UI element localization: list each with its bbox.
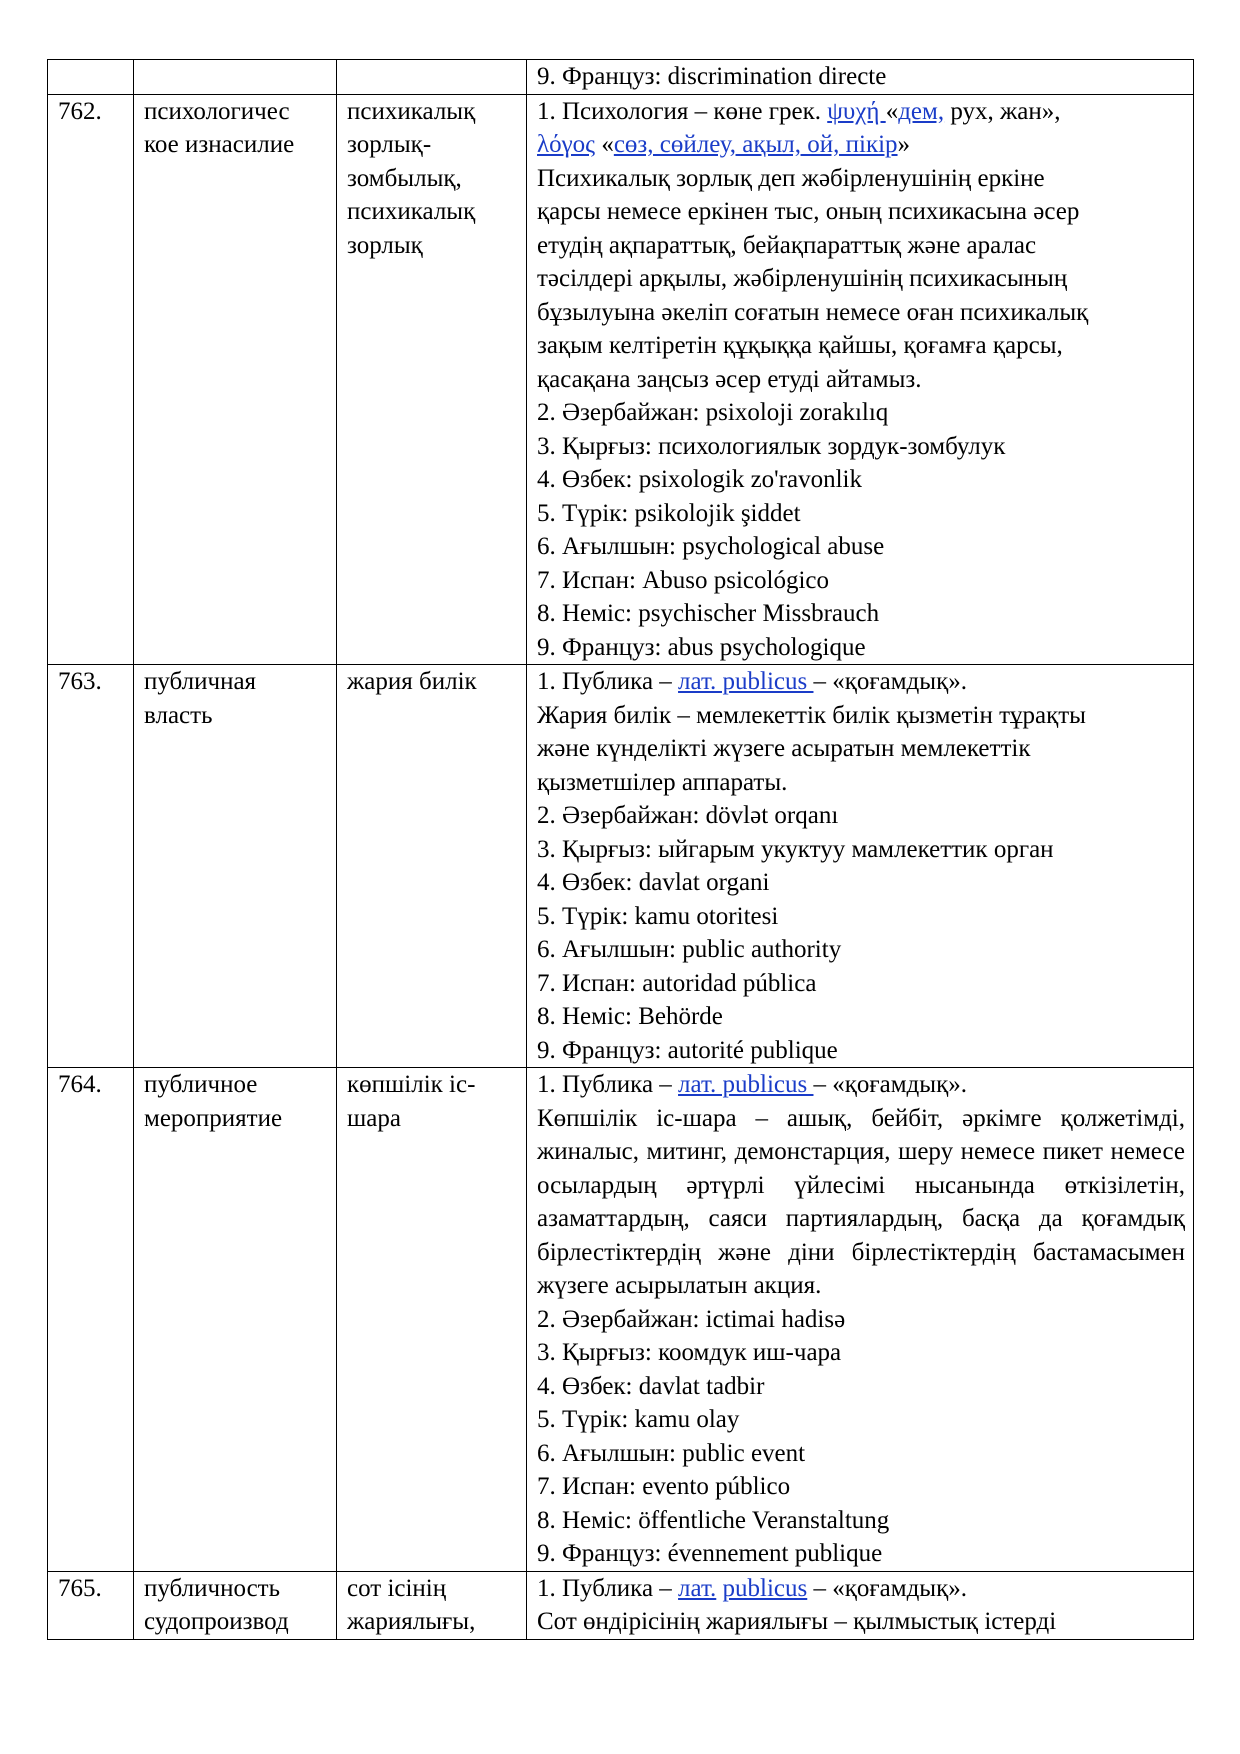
entry-number: 763. [48, 665, 134, 1068]
etymology-link[interactable]: лат. publicus [678, 1071, 814, 1098]
definition-paragraph: Көпшілік іс-шара – ашық, бейбіт, әркімге қолжетімді, жиналыс, митинг, демонстарция, шеру немесе пикет немесе осылардың әртүрлі үйлесімі нысанында өткізілетін, азаматтардың, саяси партиялардың, басқа да қоғамдық бірлестіктердің және діни бірлестіктердің бастамасымен жүзеге асырылатын акция. [537, 1104, 1185, 1299]
translation-line: 6. Ағылшын: public event [537, 1439, 806, 1467]
russian-term-line: кое изнасилие [144, 131, 295, 158]
kazakh-term-line: жария билік [347, 668, 477, 695]
definition-cell [527, 60, 1194, 95]
kazakh-term-line: жариялығы, [347, 1608, 476, 1635]
translation-line: 8. Неміс: öffentliche Veranstaltung [537, 1506, 890, 1534]
etymology-line: 1. Психология – көне грек. ψυχή «дем, рух, жан», [537, 97, 1061, 125]
translation-line: 5. Түрік: kamu otoritesi [537, 902, 779, 930]
kazakh-term [337, 665, 527, 1068]
russian-term [134, 94, 337, 665]
etymology-link[interactable]: publicus [722, 1574, 808, 1602]
glossary-table [47, 59, 1194, 1640]
russian-term-line: мероприятие [144, 1104, 283, 1132]
russian-term [134, 1571, 337, 1639]
kazakh-term-line: зомбылық, [347, 164, 462, 192]
definition-line: қарсы немесе еркінен тыс, оның психикасына әсер [537, 198, 1080, 225]
kazakh-term-line: психикалық [347, 198, 476, 225]
number-cell [48, 60, 134, 95]
translation-line: 2. Әзербайжан: ictimai hadisə [537, 1305, 846, 1333]
translation-line: 4. Өзбек: davlat tadbir [537, 1372, 765, 1400]
definition-line: зақым келтіретін құқыққа қайшы, қоғамға қарсы, [537, 332, 1063, 359]
translation-line: 4. Өзбек: psixologik zo'ravonlik [537, 466, 862, 493]
russian-term-line: власть [144, 701, 213, 729]
kazakh-term-line: зорлық [347, 231, 423, 259]
translation-line: 7. Испан: Abuso psicológico [537, 566, 829, 594]
glossary-page [47, 59, 1193, 1640]
definition-line: қасақана заңсыз әсер етуді айтамыз. [537, 365, 922, 393]
etymology-link[interactable]: λόγος [537, 131, 596, 158]
table-row-764 [48, 1068, 1194, 1572]
kazakh-term-line: психикалық [347, 97, 476, 125]
etymology-link[interactable]: дем, [898, 97, 945, 125]
etymology-link[interactable]: ψυχή [827, 97, 886, 125]
translation-line: 9. Француз: évennement publique [537, 1540, 883, 1567]
translation-line: 5. Түрік: psikolojik şiddet [537, 499, 801, 527]
table-row-763 [48, 665, 1194, 1068]
russian-term-line: психологичес [144, 97, 290, 125]
table-row-continuation [48, 60, 1194, 95]
russian-term [134, 665, 337, 1068]
translation-line: 6. Ағылшын: psychological abuse [537, 533, 885, 560]
definition-cell [527, 665, 1194, 1068]
kazakh-term [337, 1068, 527, 1572]
etymology-link[interactable]: лат. publicus [678, 668, 814, 695]
translation-line: 3. Қырғыз: коомдук иш-чара [537, 1339, 842, 1366]
translation-line: 2. Әзербайжан: psixoloji zorakılıq [537, 399, 889, 426]
kazakh-term-line: зорлық- [347, 131, 432, 158]
kazakh-term [337, 1571, 527, 1639]
definition-cell [527, 1068, 1194, 1572]
translation-line: 2. Әзербайжан: dövlət orqanı [537, 802, 839, 829]
kazakh-term-line: көпшілік іс- [347, 1071, 476, 1098]
translation-line: 4. Өзбек: davlat organi [537, 869, 770, 896]
translation-line: 9. Француз: autorité publique [537, 1036, 838, 1064]
russian-term-line: публичное [144, 1071, 258, 1098]
definition-line: Сот өндірісінің жариялығы – қылмыстық істерді [537, 1608, 1057, 1635]
translation-line: 8. Неміс: psychischer Missbrauch [537, 600, 880, 627]
definition-line: бұзылуына әкеліп соғатын немесе оған психикалық [537, 298, 1089, 326]
translation-line: 5. Түрік: kamu olay [537, 1406, 740, 1433]
etymology-line: λόγος «сөз, сөйлеу, ақыл, ой, пікір» [537, 131, 911, 158]
translation-line: 3. Қырғыз: ыйгарым укуктуу мамлекеттик орган [537, 835, 1054, 863]
kazakh-term-line: шара [347, 1104, 401, 1132]
definition-line: қызметшілер аппараты. [537, 768, 788, 796]
table-row-765 [48, 1571, 1194, 1639]
translation-line: 7. Испан: autoridad pública [537, 969, 817, 997]
translation-line: 8. Неміс: Behörde [537, 1003, 723, 1030]
entry-number: 762. [48, 94, 134, 665]
etymology-link[interactable]: сөз, сөйлеу, ақыл, ой, пікір [613, 131, 898, 158]
kazakh-term-line: сот ісінің [347, 1574, 447, 1602]
definition-line: Жария билік – мемлекеттік билік қызметін тұрақты [537, 701, 1086, 729]
definition-cell [527, 94, 1194, 665]
russian-term-cell [134, 60, 337, 95]
russian-term-line: публичность [144, 1574, 280, 1602]
kazakh-term-cell [337, 60, 527, 95]
definition-cell [527, 1571, 1194, 1639]
russian-term-line: публичная [144, 668, 257, 695]
entry-number: 764. [48, 1068, 134, 1572]
definition-line: тәсілдері арқылы, жәбірленушінің психикасының [537, 265, 1068, 292]
table-row-762 [48, 94, 1194, 665]
definition-line: етудің ақпараттық, бейақпараттық және аралас [537, 231, 1037, 259]
etymology-line: 1. Публика – лат. publicus – «қоғамдық». [537, 1071, 967, 1098]
etymology-line: 1. Публика – лат. publicus – «қоғамдық». [537, 668, 967, 695]
etymology-line: 1. Публика – лат. publicus – «қоғамдық». [537, 1574, 967, 1602]
definition-line: Психикалық зорлық деп жәбірленушінің еркіне [537, 164, 1045, 192]
translation-line: 3. Қырғыз: психологиялык зордук-зомбулук [537, 432, 1006, 460]
translation-line: 6. Ағылшын: public authority [537, 936, 842, 963]
translation-line: 9. Француз: abus psychologique [537, 633, 866, 661]
russian-term-line: судопроизвод [144, 1608, 289, 1635]
translation-line: 9. Француз: discrimination directe [537, 63, 887, 90]
definition-line: және күнделікті жүзеге асыратын мемлекеттік [537, 735, 1031, 762]
entry-number: 765. [48, 1571, 134, 1639]
russian-term [134, 1068, 337, 1572]
translation-line: 7. Испан: evento público [537, 1473, 791, 1500]
etymology-link[interactable]: лат. [678, 1574, 717, 1602]
kazakh-term [337, 94, 527, 665]
